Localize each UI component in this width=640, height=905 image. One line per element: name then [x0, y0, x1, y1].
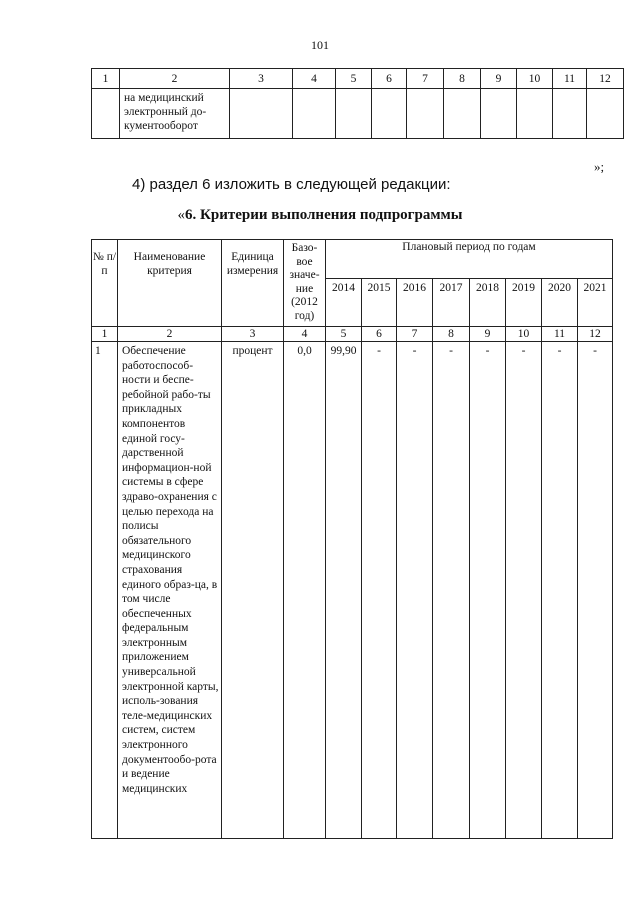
year-cell: 2018 — [470, 278, 506, 326]
header-planned-period: Плановый период по годам — [326, 240, 613, 279]
page-number: 101 — [311, 38, 329, 52]
column-number: 7 — [407, 69, 444, 89]
continuation-table — [91, 68, 624, 139]
value-cell: - — [506, 342, 542, 839]
column-number: 8 — [444, 69, 481, 89]
column-number: 4 — [293, 69, 336, 89]
column-number: 3 — [230, 69, 293, 89]
unit-cell: процент — [222, 342, 284, 839]
value-cell: 99,90 — [326, 342, 362, 839]
column-number-row — [92, 69, 624, 89]
year-cell: 2015 — [362, 278, 397, 326]
column-number: 6 — [362, 327, 397, 342]
column-number: 1 — [92, 327, 118, 342]
base-value-cell: 0,0 — [284, 342, 326, 839]
column-number: 5 — [326, 327, 362, 342]
column-number: 5 — [336, 69, 372, 89]
open-quote: « — [177, 207, 185, 223]
column-number: 11 — [542, 327, 578, 342]
year-cell: 2021 — [578, 278, 613, 326]
table-row — [92, 342, 613, 839]
value-cell: - — [542, 342, 578, 839]
column-number: 4 — [284, 327, 326, 342]
column-number: 9 — [481, 69, 517, 89]
column-number: 7 — [397, 327, 433, 342]
value-cell: - — [578, 342, 613, 839]
value-cell: - — [470, 342, 506, 839]
column-number: 2 — [118, 327, 222, 342]
section-title — [0, 207, 640, 224]
year-cell: 2019 — [506, 278, 542, 326]
column-number-row — [92, 327, 613, 342]
header-criterion: Наименование критерия — [118, 240, 222, 327]
section-title-text: 6. Критерии выполнения подпрограммы — [185, 207, 463, 223]
year-cell: 2020 — [542, 278, 578, 326]
criterion-name: Обеспечение работоспособ-ности и беспе-ребойной рабо-ты прикладных компонентов единой госу-дарственной информацион-ной системы в сфере здраво-охранения с целью перехода на полисы обязательного медицинского страхования единого образ-ца, в том числе обеспеченных федеральным электронным приложением универсальной электронной карты, исполь-зования теле-медицинских систем, систем электронного документообо-рота и ведение медицинских — [118, 342, 222, 839]
column-number: 3 — [222, 327, 284, 342]
column-number: 11 — [553, 69, 587, 89]
instruction-text: 4) раздел 6 изложить в следующей редакции: — [132, 176, 451, 193]
year-cell: 2016 — [397, 278, 433, 326]
header-base-value: Базо-вое значе-ние (2012 год) — [284, 240, 326, 327]
column-number: 10 — [517, 69, 553, 89]
closing-quote: »; — [594, 159, 605, 174]
column-number: 1 — [92, 69, 120, 89]
column-number: 12 — [578, 327, 613, 342]
column-number: 2 — [120, 69, 230, 89]
year-cell: 2014 — [326, 278, 362, 326]
value-cell: - — [433, 342, 470, 839]
header-num: № п/п — [92, 240, 118, 327]
value-cell: - — [397, 342, 433, 839]
row-number: 1 — [92, 342, 118, 839]
column-number: 12 — [587, 69, 624, 89]
header-row — [92, 240, 613, 279]
column-number: 6 — [372, 69, 407, 89]
header-unit: Единица измерения — [222, 240, 284, 327]
year-cell: 2017 — [433, 278, 470, 326]
column-number: 9 — [470, 327, 506, 342]
column-number: 8 — [433, 327, 470, 342]
criterion-continuation: на медицинский электронный до-кументооборот — [120, 89, 230, 139]
column-number: 10 — [506, 327, 542, 342]
table-row — [92, 89, 624, 139]
value-cell: - — [362, 342, 397, 839]
criteria-table — [91, 239, 613, 839]
